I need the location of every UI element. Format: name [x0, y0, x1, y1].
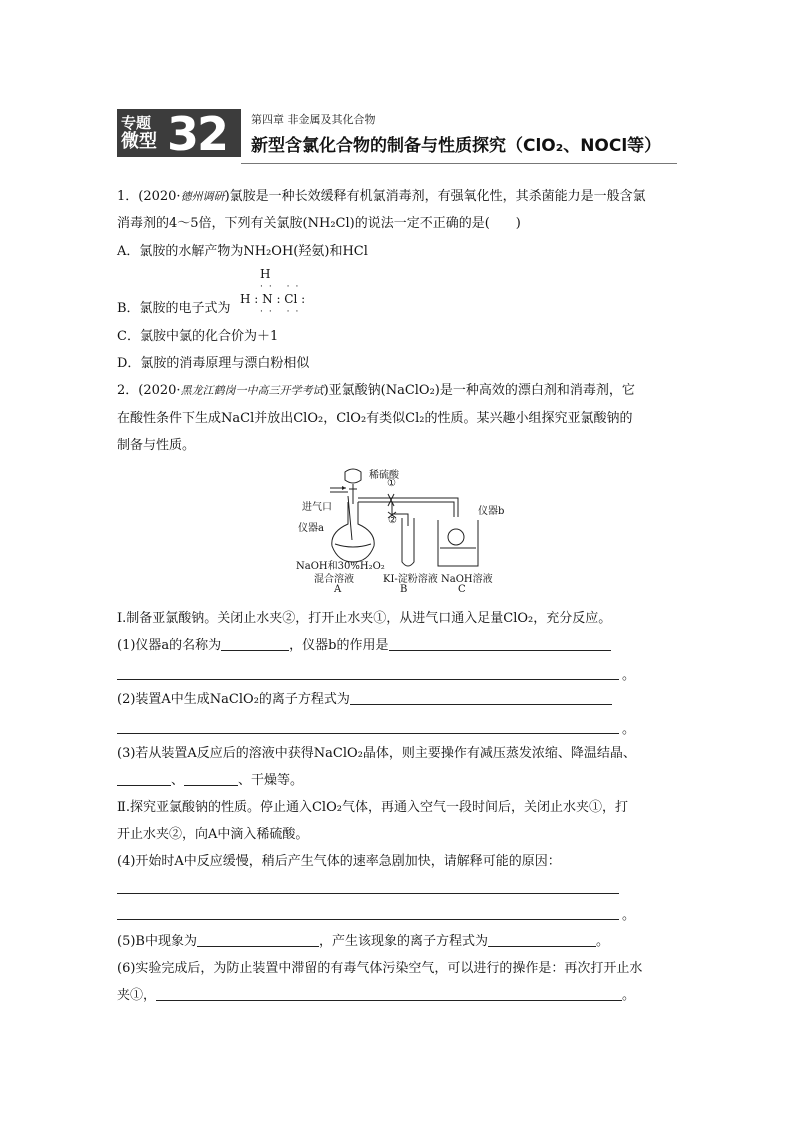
label-instrument-a: 仪器a	[298, 523, 324, 534]
label-solution-a1: NaOH和30%H₂O₂	[296, 561, 385, 572]
label-solution-a2: 混合溶液	[314, 574, 354, 585]
q1-number: 1．(2020·	[117, 189, 181, 204]
subq2-line	[117, 690, 612, 710]
electron-formula: H : N : Cl :	[240, 292, 306, 306]
chapter-label: 第四章 非金属及其化合物	[251, 113, 376, 126]
period-2: 。	[622, 722, 636, 737]
label-solution-b: KI-淀粉溶液	[383, 574, 438, 585]
subq3-line2	[117, 771, 303, 791]
answer-blank-1b[interactable]	[389, 636, 611, 651]
label-apparatus-c: C	[458, 584, 466, 595]
subq4-line: (4)开始时A中反应缓慢，稍后产生气体的速率急剧加快，请解释可能的原因：	[117, 854, 561, 869]
part2-text-1: Ⅱ.探究亚氯酸钠的性质。停止通入ClO₂气体，再通入空气一段时间后，关闭止水夹①，打	[117, 800, 628, 815]
answer-line-4b[interactable]	[117, 919, 619, 920]
page-title: 新型含氯化合物的制备与性质探究（ClO₂、NOCl等）	[251, 136, 662, 156]
subq3-sep: 、	[171, 773, 185, 788]
q1-line1	[117, 187, 646, 207]
subq6-line2	[117, 986, 635, 1006]
answer-blank-2a[interactable]	[350, 690, 612, 705]
answer-line-2b[interactable]	[117, 733, 619, 734]
q1-source: 德州调研	[180, 190, 225, 203]
label-solution-c: NaOH溶液	[441, 574, 493, 585]
q2-source: 黑龙江鹤岗一中高三开学考试	[180, 384, 324, 397]
subq3-line: (3)若从装置A反应后的溶液中获得NaClO₂晶体，则主要操作有减压蒸发浓缩、降温结晶、	[117, 746, 636, 761]
header-tag-top: 专题	[121, 114, 152, 132]
header-number: 32	[167, 107, 228, 161]
answer-line-1c[interactable]	[117, 679, 619, 680]
q1-option-d: D．氯胺的消毒原理与漂白粉相似	[117, 356, 310, 371]
period-5: 。	[595, 934, 609, 949]
electron-dots-top: ·· ··	[260, 282, 305, 292]
label-apparatus-a: A	[334, 584, 342, 595]
answer-blank-1a[interactable]	[221, 636, 289, 651]
label-inlet: 进气口	[302, 502, 332, 513]
q1-stem: )氯胺是一种长效缓释有机氯消毒剂，有强氧化性，其杀菌能力是一般含氯	[224, 189, 646, 204]
subq5-line	[117, 932, 609, 952]
q2-line1	[117, 381, 635, 401]
answer-blank-5b[interactable]	[488, 932, 596, 947]
subq6-prefix: 夹①，	[117, 988, 157, 1003]
q2-stem: )亚氯酸钠(NaClO₂)是一种高效的漂白剂和消毒剂，它	[323, 383, 635, 398]
subq1-mid: ，仪器b的作用是	[289, 638, 389, 653]
subq2-prefix: (2)装置A中生成NaClO₂的离子方程式为	[117, 692, 350, 707]
beaker-c	[438, 520, 478, 566]
part2-text-2: 开止水夹②，向A中滴入稀硫酸。	[117, 827, 309, 842]
q1-option-b: B．氯胺的电子式为	[117, 301, 231, 316]
period-1: 。	[622, 668, 636, 683]
electron-dots-bottom: ·· ··	[260, 307, 305, 317]
subq1-line	[117, 636, 611, 656]
header-rule	[241, 163, 677, 164]
label-instrument-b: 仪器b	[478, 506, 505, 517]
flask-a	[332, 502, 374, 562]
answer-blank-3b[interactable]	[184, 771, 238, 786]
label-apparatus-b: B	[400, 584, 408, 595]
subq6-line: (6)实验完成后，为防止装置中滞留的有毒气体污染空气，可以进行的操作是：再次打开止水	[117, 961, 643, 976]
period-4: 。	[622, 908, 636, 923]
section-header	[117, 105, 677, 160]
answer-blank-5a[interactable]	[197, 932, 319, 947]
label-clamp-1: ①	[387, 478, 396, 489]
electron-formula-h: H	[260, 267, 271, 281]
dropping-funnel	[345, 469, 361, 483]
answer-blank-6[interactable]	[156, 986, 622, 1001]
subq3-end: 、干燥等。	[238, 773, 304, 788]
funnel-b	[448, 529, 464, 545]
period-6: 。	[622, 988, 636, 1003]
header-tag-bottom: 微型	[121, 131, 157, 152]
part1-text: Ⅰ.制备亚氯酸钠。关闭止水夹②，打开止水夹①，从进气口通入足量ClO₂，充分反应。	[117, 611, 612, 626]
answer-blank-3a[interactable]	[117, 771, 171, 786]
answer-line-4a[interactable]	[117, 893, 619, 894]
subq5-mid: ，产生该现象的离子方程式为	[318, 934, 488, 949]
subq5-prefix: (5)B中现象为	[117, 934, 197, 949]
header-badge	[117, 107, 241, 161]
q1-option-c: C．氯胺中氯的化合价为＋1	[117, 329, 279, 344]
label-clamp-2: ②	[388, 515, 397, 526]
q2-line2: 在酸性条件下生成NaCl并放出ClO₂，ClO₂有类似Cl₂的性质。某兴趣小组探究亚氯酸钠的	[117, 411, 633, 426]
q1-option-a: A．氯胺的水解产物为NH₂OH(羟氨)和HCl	[117, 244, 368, 259]
q1-line2: 消毒剂的4～5倍，下列有关氯胺(NH₂Cl)的说法一定不正确的是( )	[117, 216, 521, 231]
subq1-prefix: (1)仪器a的名称为	[117, 638, 222, 653]
q2-line3: 制备与性质。	[117, 438, 196, 453]
q2-number: 2．(2020·	[117, 383, 181, 398]
label-dilute-acid: 稀硫酸	[369, 470, 399, 481]
